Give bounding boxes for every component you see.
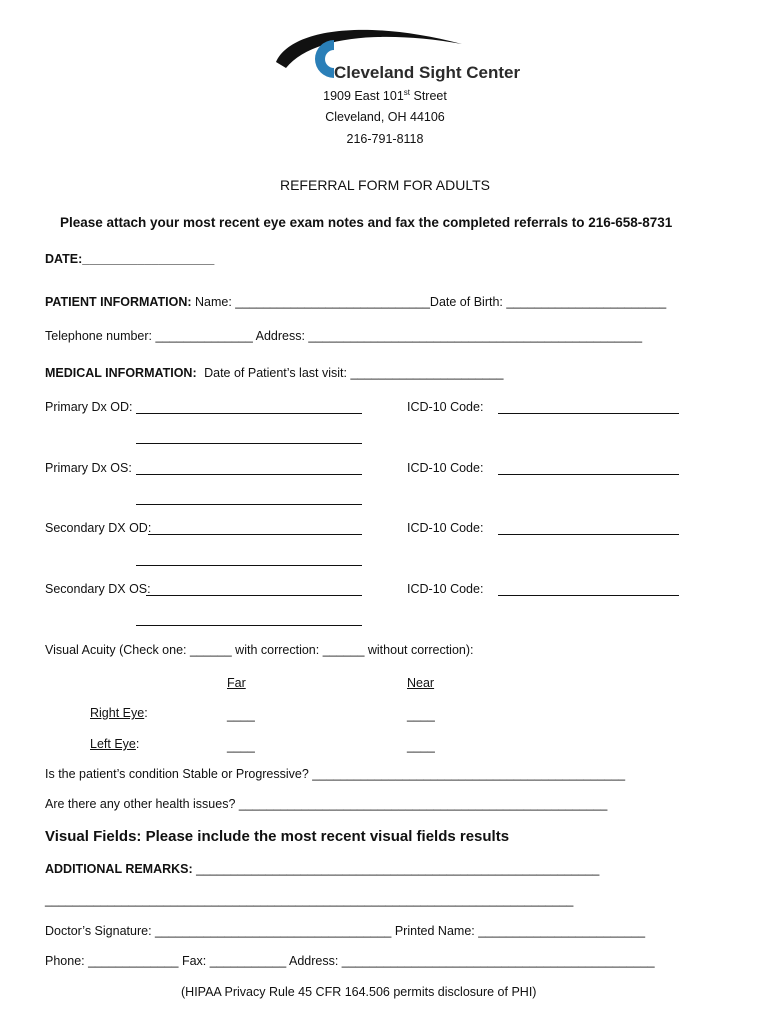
- health-issues-question[interactable]: Are there any other health issues? _____________________________________________________: [45, 797, 608, 811]
- visual-acuity-row[interactable]: Visual Acuity (Check one: ______ with correction: ______ without correction):: [45, 643, 474, 657]
- eye-logo-icon: [272, 22, 532, 86]
- org-name: Cleveland Sight Center: [334, 63, 521, 82]
- left-eye-label: Left Eye:: [90, 737, 140, 751]
- additional-remarks-row: [45, 862, 599, 876]
- primary-dx-od-line-2[interactable]: [136, 443, 362, 444]
- date-field[interactable]: DATE:___________________: [45, 252, 215, 266]
- medical-information-label: MEDICAL INFORMATION:: [45, 366, 197, 380]
- left-eye-far-blank[interactable]: ____: [227, 739, 255, 753]
- secondary-dx-os-line-2[interactable]: [136, 625, 362, 626]
- visual-fields-heading: Visual Fields: Please include the most recent visual fields results: [45, 828, 510, 845]
- telephone-address-row[interactable]: Telephone number: ______________ Address: ________________________________________________: [45, 329, 643, 343]
- patient-information-row: [45, 295, 666, 309]
- secondary-dx-od-label: Secondary DX OD:: [45, 521, 152, 535]
- condition-question[interactable]: Is the patient’s condition Stable or Progressive? _____________________________________________: [45, 767, 626, 781]
- icd-code-line-4[interactable]: [498, 595, 679, 596]
- icd-code-label-1: ICD-10 Code:: [407, 400, 484, 414]
- contact-row[interactable]: Phone: _____________ Fax: ___________ Address: _____________________________________________: [45, 954, 655, 968]
- patient-name-dob-fields[interactable]: Name: ____________________________Date of Birth: _______________________: [191, 295, 667, 309]
- icd-code-label-2: ICD-10 Code:: [407, 461, 484, 475]
- address-line-1: 1909 East 101st Street: [323, 88, 447, 104]
- right-eye-near-blank[interactable]: ____: [407, 708, 435, 722]
- instruction-text: Please attach your most recent eye exam notes and fax the completed referrals to 216-658-8731: [60, 215, 673, 230]
- primary-dx-os-line-1[interactable]: [136, 474, 362, 475]
- address-line-2: Cleveland, OH 44106: [325, 110, 445, 124]
- secondary-dx-od-line-2[interactable]: [136, 565, 362, 566]
- left-eye-near-blank[interactable]: ____: [407, 739, 435, 753]
- icd-code-label-4: ICD-10 Code:: [407, 582, 484, 596]
- secondary-dx-os-label: Secondary DX OS:: [45, 582, 151, 596]
- additional-remarks-label: ADDITIONAL REMARKS:: [45, 862, 197, 876]
- right-eye-far-blank[interactable]: ____: [227, 708, 255, 722]
- icd-code-line-1[interactable]: [498, 413, 679, 414]
- icd-code-label-3: ICD-10 Code:: [407, 521, 484, 535]
- secondary-dx-od-line-1[interactable]: [148, 534, 362, 535]
- far-header: Far: [227, 676, 246, 690]
- last-visit-field[interactable]: Date of Patient’s last visit: ______________________: [204, 366, 504, 380]
- phone-number: 216-791-8118: [346, 132, 424, 146]
- signature-row[interactable]: Doctor’s Signature: __________________________________ Printed Name: ________________________: [45, 924, 646, 938]
- right-eye-label: Right Eye:: [90, 706, 148, 720]
- secondary-dx-os-line-1[interactable]: [146, 595, 362, 596]
- additional-remarks-blank[interactable]: __________________________________________________________: [196, 862, 600, 876]
- hipaa-footer: (HIPAA Privacy Rule 45 CFR 164.506 permits disclosure of PHI): [181, 985, 537, 999]
- additional-remarks-line-2[interactable]: ____________________________________________________________________________: [45, 893, 574, 907]
- medical-information-row: [45, 366, 503, 380]
- near-header: Near: [407, 676, 435, 690]
- icd-code-line-3[interactable]: [498, 534, 679, 535]
- form-title: REFERRAL FORM FOR ADULTS: [279, 177, 491, 193]
- icd-code-line-2[interactable]: [498, 474, 679, 475]
- cleveland-sight-center-logo: [272, 22, 532, 86]
- primary-dx-os-line-2[interactable]: [136, 504, 362, 505]
- primary-dx-od-label: Primary Dx OD:: [45, 400, 133, 414]
- patient-information-label: PATIENT INFORMATION:: [45, 295, 192, 309]
- primary-dx-os-label: Primary Dx OS:: [45, 461, 132, 475]
- primary-dx-od-line-1[interactable]: [136, 413, 362, 414]
